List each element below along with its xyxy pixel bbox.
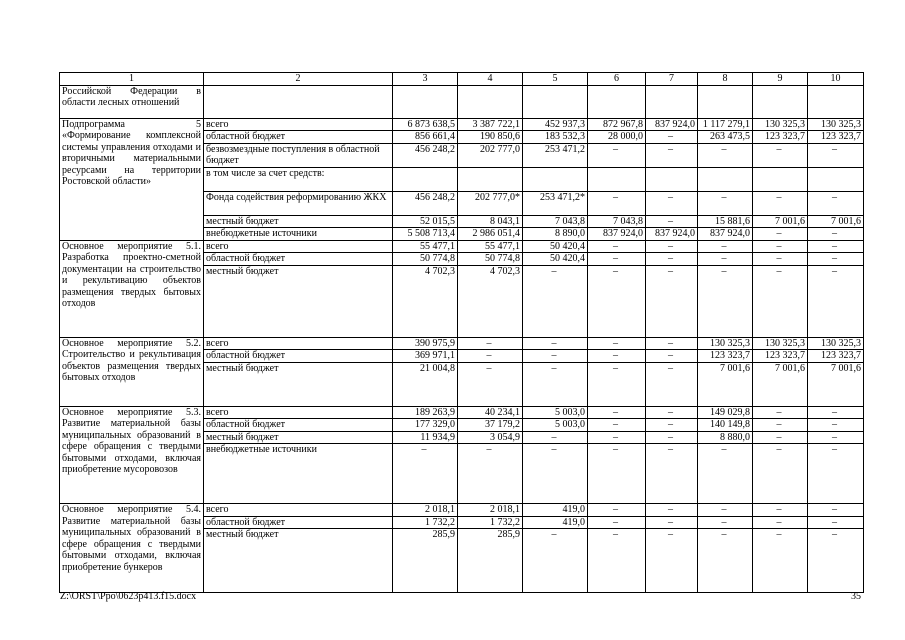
funding-source-cell: всего bbox=[204, 504, 393, 517]
amount-cell: – bbox=[698, 504, 753, 517]
amount-cell: 837 924,0 bbox=[646, 228, 698, 241]
amount-cell: – bbox=[808, 431, 864, 444]
amount-cell bbox=[458, 167, 523, 191]
amount-cell: 452 937,3 bbox=[523, 118, 588, 131]
amount-cell: – bbox=[646, 191, 698, 215]
amount-cell: – bbox=[588, 337, 646, 350]
amount-cell: 872 967,8 bbox=[588, 118, 646, 131]
amount-cell: 456 248,2 bbox=[393, 143, 458, 167]
amount-cell: – bbox=[646, 431, 698, 444]
header-cell: 6 bbox=[588, 73, 646, 86]
funding-source-cell: областной бюджет bbox=[204, 253, 393, 266]
program-name-cell: Основное мероприятие 5.4. Развитие материальной базы муниципальных образований в сфере обращения с твердыми бытовыми отходами, включая приобретение бункеров bbox=[60, 504, 204, 593]
amount-cell: 837 924,0 bbox=[588, 228, 646, 241]
header-cell: 5 bbox=[523, 73, 588, 86]
amount-cell: – bbox=[753, 516, 808, 529]
amount-cell: – bbox=[588, 444, 646, 504]
amount-cell: – bbox=[588, 191, 646, 215]
amount-cell: – bbox=[646, 337, 698, 350]
amount-cell: 130 325,3 bbox=[753, 118, 808, 131]
budget-table bbox=[59, 72, 864, 593]
amount-cell: 3 387 722,1 bbox=[458, 118, 523, 131]
amount-cell bbox=[393, 167, 458, 191]
funding-source-cell: в том числе за счет средств: bbox=[204, 167, 393, 191]
amount-cell: 5 508 713,4 bbox=[393, 228, 458, 241]
amount-cell: 253 471,2 bbox=[523, 143, 588, 167]
amount-cell: – bbox=[393, 444, 458, 504]
amount-cell bbox=[698, 85, 753, 118]
amount-cell: – bbox=[588, 240, 646, 253]
header-cell: 2 bbox=[204, 73, 393, 86]
program-name-cell: Российской Федерации в области лесных отношений bbox=[60, 85, 204, 118]
table-row bbox=[60, 406, 864, 419]
amount-cell: – bbox=[808, 253, 864, 266]
funding-source-cell: местный бюджет bbox=[204, 265, 393, 337]
amount-cell: 50 420,4 bbox=[523, 253, 588, 266]
amount-cell: 7 001,6 bbox=[753, 215, 808, 228]
amount-cell: – bbox=[808, 240, 864, 253]
amount-cell: 55 477,1 bbox=[458, 240, 523, 253]
amount-cell: 149 029,8 bbox=[698, 406, 753, 419]
amount-cell: 253 471,2* bbox=[523, 191, 588, 215]
amount-cell: – bbox=[753, 419, 808, 432]
amount-cell: – bbox=[753, 253, 808, 266]
amount-cell: – bbox=[458, 337, 523, 350]
amount-cell bbox=[698, 167, 753, 191]
funding-source-cell: местный бюджет bbox=[204, 529, 393, 593]
amount-cell: 263 473,5 bbox=[698, 131, 753, 144]
amount-cell: 177 329,0 bbox=[393, 419, 458, 432]
amount-cell bbox=[523, 85, 588, 118]
funding-source-cell: местный бюджет bbox=[204, 362, 393, 406]
amount-cell: – bbox=[458, 362, 523, 406]
amount-cell: – bbox=[753, 504, 808, 517]
amount-cell: 21 004,8 bbox=[393, 362, 458, 406]
amount-cell: 202 777,0* bbox=[458, 191, 523, 215]
amount-cell: – bbox=[523, 362, 588, 406]
amount-cell: – bbox=[523, 265, 588, 337]
funding-source-cell: Фонда содействия реформированию ЖКХ bbox=[204, 191, 393, 215]
amount-cell: – bbox=[698, 529, 753, 593]
amount-cell: 8 890,0 bbox=[523, 228, 588, 241]
table-row bbox=[60, 337, 864, 350]
amount-cell: 8 880,0 bbox=[698, 431, 753, 444]
amount-cell: 15 881,6 bbox=[698, 215, 753, 228]
amount-cell bbox=[753, 85, 808, 118]
amount-cell: 6 873 638,5 bbox=[393, 118, 458, 131]
amount-cell bbox=[753, 167, 808, 191]
funding-source-cell: областной бюджет bbox=[204, 131, 393, 144]
amount-cell: – bbox=[458, 444, 523, 504]
amount-cell: 50 774,8 bbox=[458, 253, 523, 266]
table-row bbox=[60, 118, 864, 131]
budget-table-sheet bbox=[59, 72, 863, 593]
amount-cell: 285,9 bbox=[458, 529, 523, 593]
amount-cell: – bbox=[753, 406, 808, 419]
amount-cell: – bbox=[808, 444, 864, 504]
amount-cell: – bbox=[698, 191, 753, 215]
amount-cell bbox=[646, 85, 698, 118]
amount-cell: – bbox=[808, 516, 864, 529]
amount-cell: 140 149,8 bbox=[698, 419, 753, 432]
amount-cell: 5 003,0 bbox=[523, 419, 588, 432]
table-row bbox=[60, 240, 864, 253]
amount-cell: 202 777,0 bbox=[458, 143, 523, 167]
program-name-cell: Основное мероприятие 5.2. Строительство и рекультивация объектов размещения твердых бытовых отходов bbox=[60, 337, 204, 406]
program-name-cell: Основное мероприятие 5.3. Развитие материальной базы муниципальных образований в сфере обращения с твердыми бытовыми отходами, включая приобретение мусоровозов bbox=[60, 406, 204, 504]
amount-cell: – bbox=[808, 191, 864, 215]
amount-cell: 1 732,2 bbox=[458, 516, 523, 529]
amount-cell: 130 325,3 bbox=[808, 337, 864, 350]
amount-cell: – bbox=[753, 529, 808, 593]
funding-source-cell: всего bbox=[204, 240, 393, 253]
amount-cell: – bbox=[588, 253, 646, 266]
amount-cell: 55 477,1 bbox=[393, 240, 458, 253]
amount-cell: 7 001,6 bbox=[698, 362, 753, 406]
amount-cell: 28 000,0 bbox=[588, 131, 646, 144]
amount-cell: – bbox=[808, 529, 864, 593]
funding-source-cell: всего bbox=[204, 406, 393, 419]
funding-source-cell: местный бюджет bbox=[204, 215, 393, 228]
amount-cell: – bbox=[698, 265, 753, 337]
amount-cell: 40 234,1 bbox=[458, 406, 523, 419]
funding-source-cell: всего bbox=[204, 118, 393, 131]
amount-cell: – bbox=[646, 131, 698, 144]
amount-cell: 285,9 bbox=[393, 529, 458, 593]
amount-cell: 52 015,5 bbox=[393, 215, 458, 228]
amount-cell: 4 702,3 bbox=[393, 265, 458, 337]
program-name-cell: Основное мероприятие 5.1. Разработка проектно-сметной документации на строительство и рекультивацию объектов размещения твердых бытовых отходов bbox=[60, 240, 204, 337]
amount-cell: 11 934,9 bbox=[393, 431, 458, 444]
funding-source-cell: всего bbox=[204, 337, 393, 350]
amount-cell: 419,0 bbox=[523, 504, 588, 517]
header-cell: 3 bbox=[393, 73, 458, 86]
amount-cell: – bbox=[753, 143, 808, 167]
table-row bbox=[60, 85, 864, 118]
amount-cell: – bbox=[646, 215, 698, 228]
amount-cell: – bbox=[646, 240, 698, 253]
amount-cell bbox=[808, 167, 864, 191]
amount-cell: 123 323,7 bbox=[808, 131, 864, 144]
funding-source-cell: внебюджетные источники bbox=[204, 444, 393, 504]
amount-cell: 50 774,8 bbox=[393, 253, 458, 266]
amount-cell: – bbox=[808, 406, 864, 419]
amount-cell: 130 325,3 bbox=[698, 337, 753, 350]
amount-cell: 183 532,3 bbox=[523, 131, 588, 144]
funding-source-cell: областной бюджет bbox=[204, 419, 393, 432]
amount-cell: – bbox=[808, 419, 864, 432]
amount-cell: 189 263,9 bbox=[393, 406, 458, 419]
amount-cell: – bbox=[646, 350, 698, 363]
amount-cell: 1 117 279,1 bbox=[698, 118, 753, 131]
program-name-cell: Подпрограмма 5 «Формирование комплексной системы управления отходами и вторичными материальными ресурсами на территории Ростовской области» bbox=[60, 118, 204, 240]
amount-cell: – bbox=[588, 419, 646, 432]
amount-cell: – bbox=[646, 253, 698, 266]
amount-cell: 837 924,0 bbox=[698, 228, 753, 241]
amount-cell: – bbox=[808, 265, 864, 337]
file-path-footer: Z:\ORST\Ppo\0623p413.f15.docx bbox=[60, 591, 197, 602]
amount-cell: – bbox=[523, 444, 588, 504]
amount-cell bbox=[458, 85, 523, 118]
amount-cell: – bbox=[588, 516, 646, 529]
amount-cell: 123 323,7 bbox=[753, 350, 808, 363]
amount-cell bbox=[588, 167, 646, 191]
header-cell: 10 bbox=[808, 73, 864, 86]
amount-cell: – bbox=[646, 444, 698, 504]
funding-source-cell: безвозмездные поступления в областной бюджет bbox=[204, 143, 393, 167]
amount-cell: 130 325,3 bbox=[753, 337, 808, 350]
amount-cell bbox=[646, 167, 698, 191]
amount-cell: – bbox=[646, 529, 698, 593]
header-row bbox=[60, 73, 864, 86]
amount-cell: – bbox=[588, 362, 646, 406]
amount-cell: – bbox=[588, 350, 646, 363]
header-cell: 9 bbox=[753, 73, 808, 86]
amount-cell: – bbox=[646, 406, 698, 419]
amount-cell: 37 179,2 bbox=[458, 419, 523, 432]
amount-cell: – bbox=[753, 265, 808, 337]
amount-cell: – bbox=[753, 240, 808, 253]
amount-cell: – bbox=[588, 431, 646, 444]
amount-cell: – bbox=[698, 516, 753, 529]
amount-cell: 369 971,1 bbox=[393, 350, 458, 363]
amount-cell: – bbox=[753, 228, 808, 241]
amount-cell: – bbox=[808, 143, 864, 167]
amount-cell: 2 018,1 bbox=[458, 504, 523, 517]
amount-cell: – bbox=[698, 143, 753, 167]
amount-cell: – bbox=[588, 504, 646, 517]
funding-source-cell: внебюджетные источники bbox=[204, 228, 393, 241]
table-body bbox=[60, 85, 864, 593]
amount-cell bbox=[588, 85, 646, 118]
amount-cell: – bbox=[698, 253, 753, 266]
amount-cell: – bbox=[523, 337, 588, 350]
amount-cell bbox=[393, 85, 458, 118]
amount-cell: 130 325,3 bbox=[808, 118, 864, 131]
amount-cell: 8 043,1 bbox=[458, 215, 523, 228]
amount-cell: – bbox=[753, 444, 808, 504]
amount-cell: – bbox=[458, 350, 523, 363]
amount-cell: 1 732,2 bbox=[393, 516, 458, 529]
amount-cell bbox=[523, 167, 588, 191]
page-number: 35 bbox=[851, 591, 861, 602]
amount-cell: – bbox=[698, 444, 753, 504]
amount-cell: – bbox=[588, 406, 646, 419]
amount-cell: 7 001,6 bbox=[808, 215, 864, 228]
amount-cell: – bbox=[646, 265, 698, 337]
amount-cell: – bbox=[646, 516, 698, 529]
amount-cell: 3 054,9 bbox=[458, 431, 523, 444]
amount-cell: – bbox=[588, 265, 646, 337]
amount-cell: – bbox=[646, 362, 698, 406]
amount-cell: 7 043,8 bbox=[588, 215, 646, 228]
amount-cell: 856 661,4 bbox=[393, 131, 458, 144]
amount-cell: 2 018,1 bbox=[393, 504, 458, 517]
table-row bbox=[60, 504, 864, 517]
amount-cell: – bbox=[646, 419, 698, 432]
amount-cell: 4 702,3 bbox=[458, 265, 523, 337]
header-cell: 1 bbox=[60, 73, 204, 86]
amount-cell: 123 323,7 bbox=[753, 131, 808, 144]
amount-cell: – bbox=[588, 143, 646, 167]
amount-cell: 2 986 051,4 bbox=[458, 228, 523, 241]
amount-cell: 837 924,0 bbox=[646, 118, 698, 131]
funding-source-cell: местный бюджет bbox=[204, 431, 393, 444]
amount-cell: – bbox=[808, 228, 864, 241]
header-cell: 7 bbox=[646, 73, 698, 86]
amount-cell: 7 043,8 bbox=[523, 215, 588, 228]
amount-cell: – bbox=[523, 350, 588, 363]
amount-cell: – bbox=[808, 504, 864, 517]
header-cell: 8 bbox=[698, 73, 753, 86]
amount-cell: 50 420,4 bbox=[523, 240, 588, 253]
amount-cell: 123 323,7 bbox=[808, 350, 864, 363]
funding-source-cell: областной бюджет bbox=[204, 516, 393, 529]
amount-cell: 7 001,6 bbox=[753, 362, 808, 406]
amount-cell: 123 323,7 bbox=[698, 350, 753, 363]
amount-cell: – bbox=[753, 431, 808, 444]
amount-cell: – bbox=[698, 240, 753, 253]
amount-cell: – bbox=[523, 529, 588, 593]
amount-cell: 190 850,6 bbox=[458, 131, 523, 144]
header-cell: 4 bbox=[458, 73, 523, 86]
amount-cell: – bbox=[753, 191, 808, 215]
amount-cell: – bbox=[523, 431, 588, 444]
amount-cell: 419,0 bbox=[523, 516, 588, 529]
amount-cell: 456 248,2 bbox=[393, 191, 458, 215]
funding-source-cell bbox=[204, 85, 393, 118]
amount-cell: 7 001,6 bbox=[808, 362, 864, 406]
amount-cell: 390 975,9 bbox=[393, 337, 458, 350]
funding-source-cell: областной бюджет bbox=[204, 350, 393, 363]
amount-cell bbox=[808, 85, 864, 118]
amount-cell: 5 003,0 bbox=[523, 406, 588, 419]
amount-cell: – bbox=[588, 529, 646, 593]
amount-cell: – bbox=[646, 143, 698, 167]
amount-cell: – bbox=[646, 504, 698, 517]
